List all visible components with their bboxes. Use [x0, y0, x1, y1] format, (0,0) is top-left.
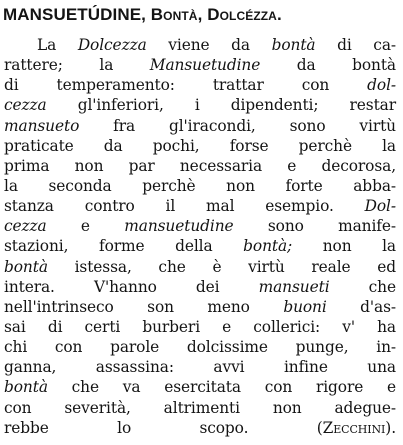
italic-text: mansuetudine: [124, 217, 234, 236]
body-line: [4, 377, 396, 397]
body-line: [4, 156, 396, 176]
italic-text: cezza: [4, 217, 47, 236]
body-line: [4, 317, 396, 337]
body-text-run: da bontà: [260, 56, 396, 75]
body-line: [4, 176, 396, 196]
body-line: [4, 236, 396, 256]
body-text-run: fra gl'iracondi, sono virtù: [79, 116, 396, 135]
body-text-run: che: [329, 277, 396, 296]
body-text-run: d'as-: [326, 297, 396, 316]
italic-text: buoni: [283, 297, 327, 316]
body-text-run: rebbe lo scopo. (: [4, 418, 323, 437]
body-text-run: gl'inferiori, i dipendenti; restar: [46, 96, 396, 115]
entry-headword: MANSUETÚDINE,: [3, 5, 151, 24]
body-text-run: viene da: [146, 36, 272, 54]
italic-text: bontà: [271, 36, 316, 54]
italic-text: dol-: [367, 76, 396, 95]
body-line: [4, 35, 396, 55]
entry-body: [4, 35, 396, 438]
body-line: [4, 75, 396, 95]
body-text-run: ).: [385, 418, 396, 437]
body-line: [4, 418, 396, 438]
body-text-run: stazioni, forme della: [4, 237, 244, 256]
body-text-run: ganna, assassina: avvi infine una: [4, 358, 396, 377]
body-line: [4, 357, 396, 377]
body-text-run: non la: [292, 237, 397, 256]
body-text-run: istessa, che è virtù reale ed: [47, 257, 396, 276]
body-text-run: rattere; la: [4, 56, 150, 75]
body-line: [4, 277, 396, 297]
body-text-run: di temperamento: trattar con: [4, 76, 368, 95]
italic-text: mansueto: [4, 116, 80, 135]
entry-synonyms: Bontà, Dolcézza.: [150, 5, 282, 24]
body-text-run: La: [37, 36, 78, 54]
body-text-run: intera. V'hanno dei: [4, 277, 259, 296]
italic-text: bontà: [4, 378, 48, 397]
body-text-run: prima non par necessaria e decorosa,: [4, 156, 396, 175]
italic-text: Mansuetudine: [149, 56, 261, 75]
body-text-run: praticate da pochi, forse perchè la: [4, 136, 396, 155]
body-text-run: chi con parole dolcissime punge, in-: [4, 338, 396, 357]
body-line: [4, 398, 396, 418]
body-text-run: e: [46, 217, 125, 236]
body-line: [4, 95, 396, 115]
body-text-run: stanza contro il mal esempio.: [4, 197, 365, 216]
italic-text: bontà;: [243, 237, 293, 256]
body-text-run: con severità, altrimenti non adegue-: [4, 398, 396, 417]
body-line: [4, 297, 396, 317]
body-text-run: di ca-: [315, 36, 396, 54]
italic-text: mansueti: [258, 277, 330, 296]
body-text-run: la seconda perchè non forte abba-: [4, 176, 396, 195]
body-line: [4, 216, 396, 236]
body-line: [4, 136, 396, 156]
body-line: [4, 55, 396, 75]
author-name: Zecchini: [322, 418, 386, 437]
body-line: [4, 116, 396, 136]
body-text-run: sono manife-: [233, 217, 397, 236]
italic-text: bontà: [4, 257, 48, 276]
body-line: [4, 196, 396, 216]
body-text-run: nell'intrinseco son meno: [4, 297, 284, 316]
entry-title: [3, 4, 282, 26]
italic-text: cezza: [4, 96, 47, 115]
body-line: [4, 257, 396, 277]
body-text-run: sai di certi burberi e collerici: v' ha: [4, 317, 396, 336]
body-line: [4, 337, 396, 357]
italic-text: Dolcezza: [77, 36, 147, 54]
body-text-run: che va esercitata con rigore e: [47, 378, 396, 397]
italic-text: Dol-: [364, 197, 396, 216]
